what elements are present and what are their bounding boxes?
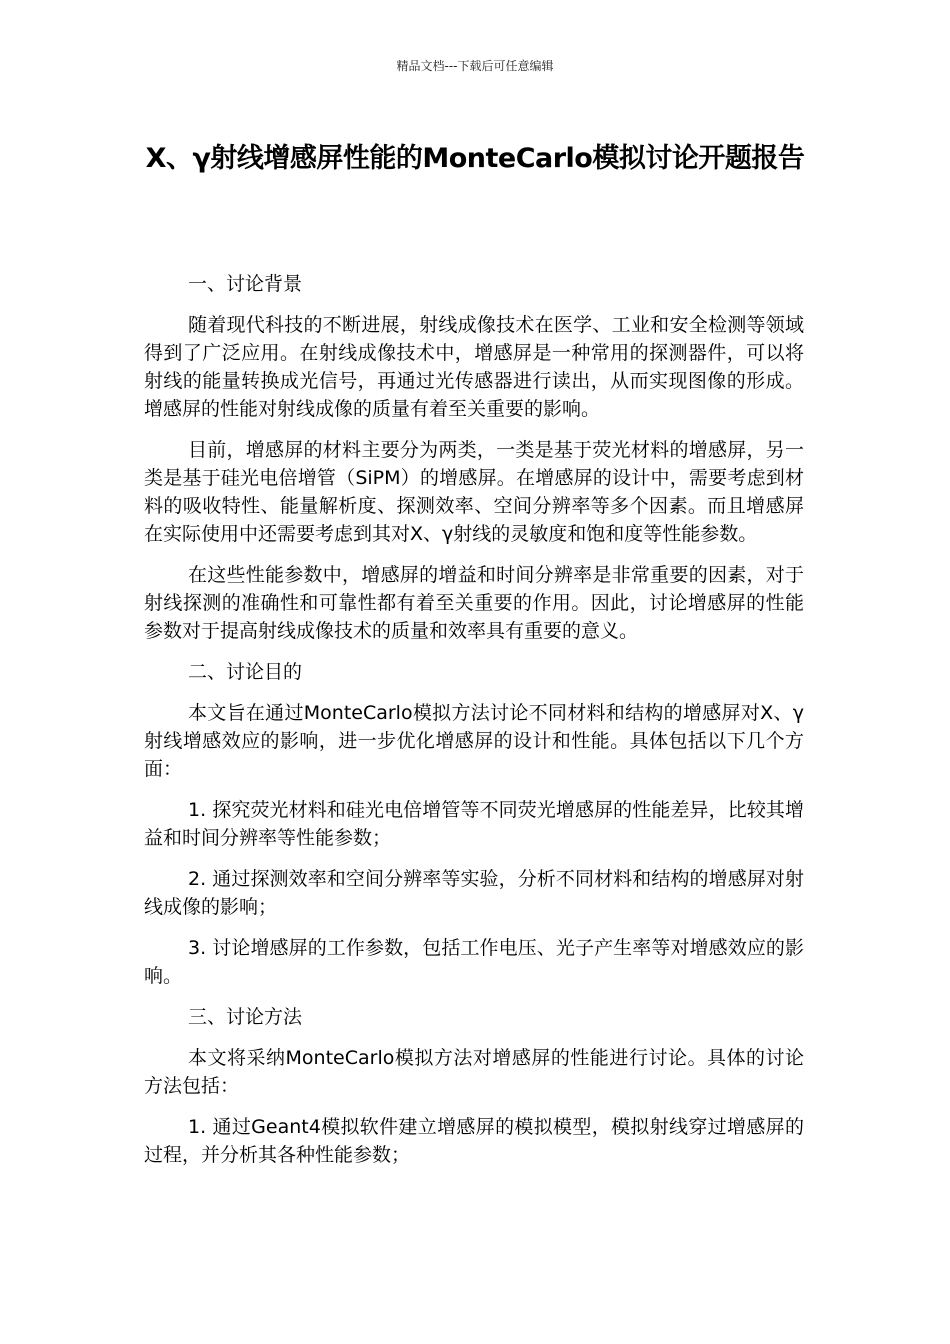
list-item: 2. 通过探测效率和空间分辨率等实验，分析不同材料和结构的增感屏对射线成像的影响； — [144, 868, 804, 918]
section-heading-background: 一、讨论背景 — [188, 273, 303, 295]
paragraph: 随着现代科技的不断进展，射线成像技术在医学、工业和安全检测等领域得到了广泛应用。在射线成像技术中，增感屏是一种常用的探测器件，可以将射线的能量转换成光信号，再通过光传感器进行读出，从而实现图像的形成。增感屏的性能对射线成像的质量有着至关重要的影响。 — [144, 314, 804, 420]
list-item: 3. 讨论增感屏的工作参数，包括工作电压、光子产生率等对增感效应的影响。 — [144, 937, 804, 987]
section-heading-method: 三、讨论方法 — [188, 1006, 303, 1028]
paragraph: 本文旨在通过MonteCarlo模拟方法讨论不同材料和结构的增感屏对X、γ射线增感效应的影响，进一步优化增感屏的设计和性能。具体包括以下几个方面： — [144, 702, 804, 780]
section-heading-purpose: 二、讨论目的 — [188, 661, 303, 683]
list-item: 1. 探究荧光材料和硅光电倍增管等不同荧光增感屏的性能差异，比较其增益和时间分辨率等性能参数； — [144, 799, 804, 849]
list-item: 1. 通过Geant4模拟软件建立增感屏的模拟模型，模拟射线穿过增感屏的过程，并分析其各种性能参数； — [144, 1116, 804, 1166]
document-body — [144, 270, 804, 1182]
paragraph: 本文将采纳MonteCarlo模拟方法对增感屏的性能进行讨论。具体的讨论方法包括： — [144, 1047, 804, 1097]
paragraph: 在这些性能参数中，增感屏的增益和时间分辨率是非常重要的因素，对于射线探测的准确性和可靠性都有着至关重要的作用。因此，讨论增感屏的性能参数对于提高射线成像技术的质量和效率具有重要的意义。 — [144, 564, 804, 642]
paragraph: 目前，增感屏的材料主要分为两类，一类是基于荧光材料的增感屏，另一类是基于硅光电倍增管（SiPM）的增感屏。在增感屏的设计中，需要考虑到材料的吸收特性、能量解析度、探测效率、空间分辨率等多个因素。而且增感屏在实际使用中还需要考虑到其对X、γ射线的灵敏度和饱和度等性能参数。 — [144, 439, 804, 545]
header-note: 精品文档---下载后可任意编辑 — [396, 59, 554, 73]
document-title: X、γ射线增感屏性能的MonteCarlo模拟讨论开题报告 — [145, 143, 805, 174]
